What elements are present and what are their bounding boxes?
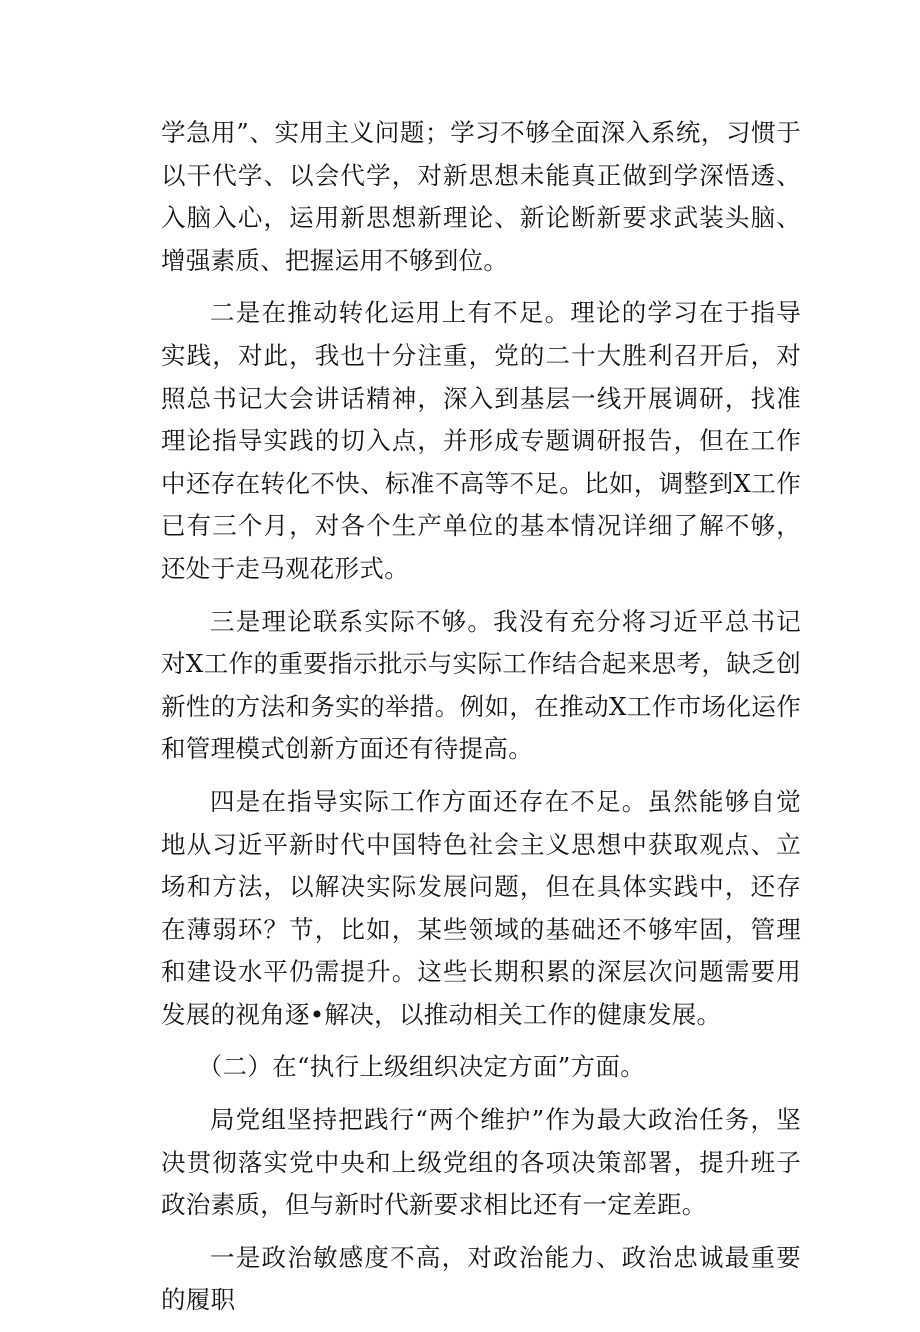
paragraph-section-intro: 局党组坚持把践行“两个维护”作为最大政治任务，坚决贯彻落实党中央和上级党组的各项决策部署，提升班子政治素质，但与新时代新要求相比还有一定差距。 [161, 1105, 801, 1220]
document-body [161, 112, 801, 1332]
paragraph-point-four: 四是在指导实际工作方面还存在不足。虽然能够自觉地从习近平新时代中国特色社会主义思想中获取观点、立场和方法，以解决实际发展问题，但在具体实践中，还存在薄弱环？节，比如，某些领域的基础还不够牢固，管理和建设水平仍需提升。这些长期积累的深层次问题需要用发展的视角逐•解决，以推动相关工作的健康发展。 [161, 786, 801, 1029]
section-heading: （二）在“执行上级组织决定方面”方面。 [197, 1052, 645, 1082]
paragraph-point-three: 三是理论联系实际不够。我没有充分将习近平总书记对X工作的重要指示批示与实际工作结合起来思考，缺乏创新性的方法和务实的举措。例如，在推动X工作市场化运作和管理模式创新方面还有待提高。 [161, 606, 801, 764]
paragraph-point-two: 二是在推动转化运用上有不足。理论的学习在于指导实践，对此，我也十分注重，党的二十大胜利召开后，对照总书记大会讲话精神，深入到基层一线开展调研，找准理论指导实践的切入点，并形成专题调研报告，但在工作中还存在转化不快、标准不高等不足。比如，调整到X工作已有三个月，对各个生产单位的基本情况详细了解不够，还处于走马观花形式。 [161, 298, 801, 583]
paragraph-continuation: 学急用”、实用主义问题；学习不够全面深入系统，习惯于以干代学、以会代学，对新思想未能真正做到学深悟透、入脑入心，运用新思想新理论、新论断新要求武装头脑、增强素质、把握运用不够到位。 [161, 118, 801, 275]
paragraph-point-one: 一是政治敏感度不高，对政治能力、政治忠诚最重要的履职 [161, 1242, 801, 1315]
